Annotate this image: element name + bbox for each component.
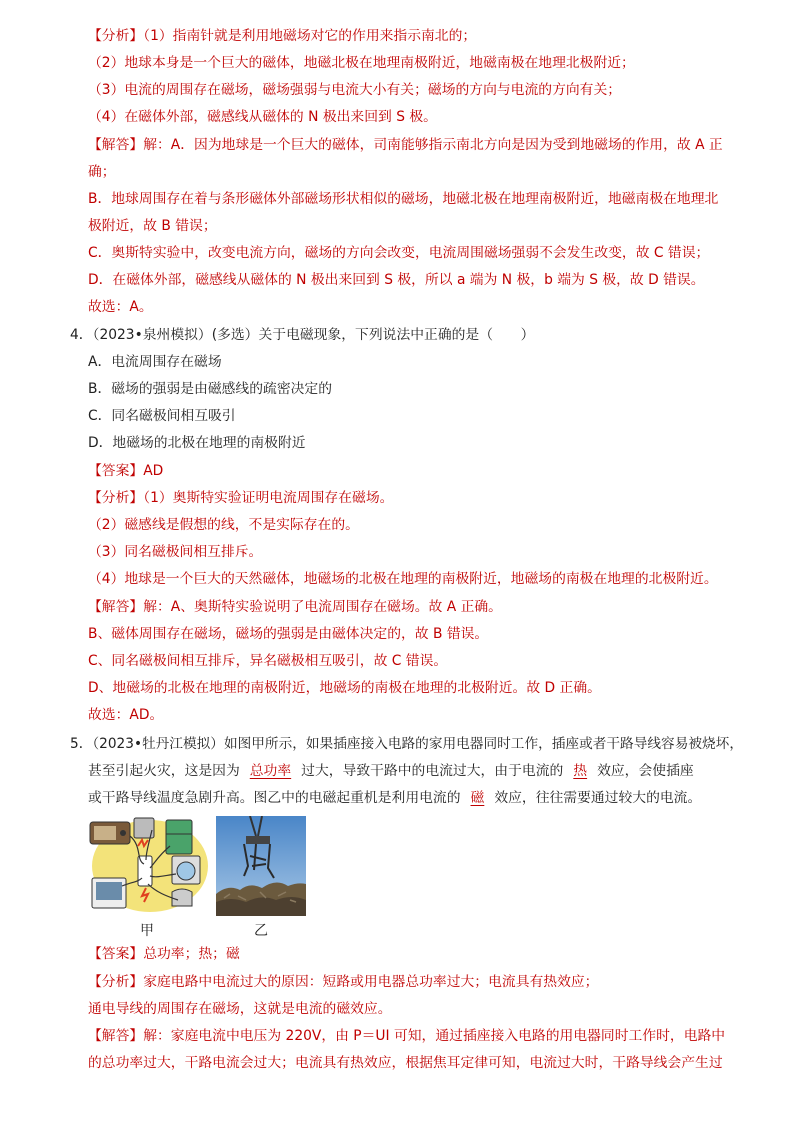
- option-a: A．电流周围存在磁场: [88, 354, 222, 370]
- figure-yi-crane-photo: [216, 816, 306, 916]
- analysis-line: （4）在磁体外部，磁感线从磁体的 N 极出来回到 S 极。: [88, 109, 437, 125]
- question-4-stem: 4．（2023•泉州模拟）(多选）关于电磁现象，下列说法中正确的是（ ）: [70, 327, 535, 343]
- option-c: C．同名磁极间相互吸引: [88, 408, 236, 424]
- answer-tag: 【答案】: [88, 946, 144, 962]
- question-5-stem: 5．（2023•牡丹江模拟）如图甲所示，如果插座接入电路的家用电器同时工作，插座或者干路导线容易被烧坏，: [70, 736, 743, 752]
- solution-line: 确；: [88, 164, 116, 180]
- analysis-line: （2）地球本身是一个巨大的磁体，地磁北极在地理南极附近，地磁南极在地理北极附近；: [88, 55, 635, 71]
- solution-line: C．奥斯特实验中，改变电流方向，磁场的方向会改变，电流周围磁场强弱不会发生改变，故 C 错误；: [88, 245, 710, 261]
- figure-jia-appliances: [86, 816, 208, 916]
- solution-line: 故选：A。: [88, 299, 153, 315]
- analysis-line: （3）电流的周围存在磁场，磁场强弱与电流大小有关；磁场的方向与电流的方向有关；: [88, 82, 622, 98]
- analysis-tag: 【分析】: [88, 490, 144, 506]
- solution-line: 【解答】解：A．因为地球是一个巨大的磁体，司南能够指示南北方向是因为受到地磁场的作用，故 A 正: [88, 137, 723, 153]
- analysis-tag: 【分析】: [88, 974, 144, 990]
- solution-line: D、地磁场的北极在地理的南极附近，地磁场的南极在地理的北极附近。故 D 正确。: [88, 680, 601, 696]
- solution-line: 极附近，故 B 错误；: [88, 218, 217, 234]
- analysis-line: （3）同名磁极间相互排斥。: [88, 544, 263, 560]
- analysis-line: 【分析】家庭电路中电流过大的原因：短路或用电器总功率过大；电流具有热效应；: [88, 974, 599, 990]
- solution-line: 【解答】解：家庭电流中电压为 220V，由 P＝UI 可知，通过插座接入电路的用电器同时工作时，电路中: [88, 1028, 726, 1044]
- answer-tag: 【答案】: [88, 463, 144, 479]
- answer-line: [88, 461, 163, 481]
- fill-blank-1: 总功率: [249, 763, 292, 779]
- fill-blank-3: 磁: [470, 790, 485, 806]
- analysis-tag: 【分析】: [88, 28, 144, 44]
- answer-value: AD: [143, 463, 164, 479]
- solution-tag: 【解答】: [88, 599, 144, 615]
- solution-line: C、同名磁极间相互排斥，异名磁极相互吸引，故 C 错误。: [88, 653, 448, 669]
- analysis-line: （2）磁感线是假想的线，不是实际存在的。: [88, 517, 359, 533]
- fill-blank-2: 热: [573, 763, 588, 779]
- option-b: B．磁场的强弱是由磁感线的疏密决定的: [88, 381, 333, 397]
- analysis-line: 通电导线的周围存在磁场，这就是电流的磁效应。: [88, 1001, 392, 1017]
- solution-line: D．在磁体外部，磁感线从磁体的 N 极出来回到 S 极，所以 a 端为 N 极，b 端为 S 极，故 D 错误。: [88, 272, 705, 288]
- option-d: D．地磁场的北极在地理的南极附近: [88, 435, 306, 451]
- solution-line: B、磁体周围存在磁场，磁场的强弱是由磁体决定的，故 B 错误。: [88, 626, 489, 642]
- solution-tag: 【解答】: [88, 137, 144, 153]
- solution-line: 的总功率过大，干路电流会过大；电流具有热效应，根据焦耳定律可知，电流过大时，干路导线会产生过: [88, 1055, 723, 1071]
- question-5-stem: 或干路导线温度急剧升高。图乙中的电磁起重机是利用电流的 磁 效应，往往需要通过较大的电流。: [88, 790, 702, 806]
- analysis-line: 【分析】（1）奥斯特实验证明电流周围存在磁场。: [88, 490, 394, 506]
- solution-line: B．地球周围存在着与条形磁体外部磁场形状相似的磁场，地磁北极在地理南极附近，地磁南极在地理北: [88, 191, 719, 207]
- solution-tag: 【解答】: [88, 1028, 144, 1044]
- figure-yi-caption: 乙: [254, 923, 268, 939]
- solution-line: 【解答】解：A、奥斯特实验说明了电流周围存在磁场。故 A 正确。: [88, 599, 502, 615]
- analysis-line: （4）地球是一个巨大的天然磁体，地磁场的北极在地理的南极附近，地磁场的南极在地理的北极附近。: [88, 571, 718, 587]
- answer-value: 总功率；热；磁: [143, 946, 240, 962]
- question-5-stem: 甚至引起火灾，这是因为 总功率 过大，导致干路中的电流过大，由于电流的 热 效应，会使插座: [88, 763, 694, 779]
- analysis-line: 【分析】（1）指南针就是利用地磁场对它的作用来指示南北的；: [88, 28, 477, 44]
- figure-jia-caption: 甲: [140, 923, 154, 939]
- solution-line: 故选：AD。: [88, 707, 164, 723]
- answer-line: [88, 944, 240, 964]
